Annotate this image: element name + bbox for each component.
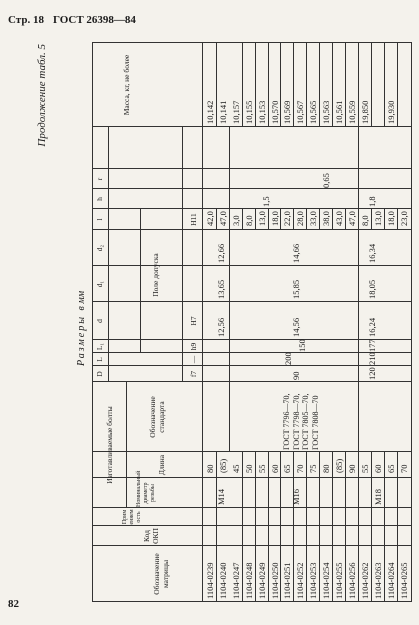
row-l: 42,0 [205, 211, 215, 226]
thread-m18: М18 [373, 488, 383, 505]
g3-D: 120 [367, 367, 377, 380]
row-l: 28,0 [295, 211, 306, 226]
page-header [8, 14, 145, 26]
g3-d: 16,24 [367, 317, 377, 337]
row-rule [332, 452, 333, 602]
row-rule [397, 42, 398, 127]
row-rule [358, 42, 359, 127]
tolerance-rule [140, 209, 141, 353]
tol-L1: h9 [189, 342, 198, 351]
row-mass: 10,142 [205, 100, 215, 124]
row-length: 65 [282, 464, 293, 473]
rotated-table-region [36, 42, 412, 602]
vline [92, 126, 412, 127]
row-length: (85) [334, 458, 344, 473]
vline [92, 208, 412, 209]
g2-L1: 150 [297, 339, 307, 352]
row-designation: 1104-0251 [282, 562, 293, 599]
header-mass: Масса, кг, не более [122, 54, 131, 116]
thread-m14: М14 [216, 488, 226, 505]
group-rule [229, 127, 230, 452]
row-mass: 10,153 [256, 100, 267, 124]
row-designation: 1104-0253 [308, 562, 319, 599]
row-rule [268, 452, 269, 602]
row-designation: 1104-0247 [230, 562, 241, 599]
vline [92, 381, 412, 382]
row-mass: 10,561 [334, 100, 344, 124]
bolt-standards [282, 393, 320, 450]
g2-d: 14,56 [291, 317, 301, 337]
row-l: 33,0 [308, 211, 319, 226]
row-length: 90 [346, 464, 357, 473]
row-rule [216, 209, 217, 230]
group-r1: 0,65 [321, 173, 331, 188]
row-mass: 19,850 [359, 100, 370, 124]
bolts-group-rule [126, 382, 127, 508]
row-rule [268, 42, 269, 127]
header-designation: Обозначение матрицы [152, 553, 170, 595]
sizes-title: Размеры [76, 315, 87, 366]
row-designation: 1104-0264 [385, 562, 396, 599]
vline [92, 168, 412, 169]
row-rule [293, 42, 294, 127]
row-designation: 1104-0265 [398, 562, 409, 599]
vline [92, 507, 412, 508]
row-l: 47,0 [346, 211, 357, 226]
row-rule [384, 452, 385, 602]
continuation-label: Продолжение табл. 5 [36, 44, 48, 147]
row-designation: 1104-0255 [334, 562, 344, 599]
group-h3: 1,8 [367, 196, 377, 207]
row-rule [216, 42, 217, 127]
g2-d1: 15,85 [291, 279, 301, 299]
header-bolts-used: Изготавливаемые болты [105, 406, 114, 484]
dims-letter-rule [108, 127, 109, 382]
vline [92, 339, 412, 340]
bolt-std-3: ГОСТ 7805—70, [301, 393, 310, 450]
header-L1: L₁ [95, 342, 104, 351]
vline [92, 525, 412, 526]
row-rule [306, 452, 307, 602]
header-h: h [95, 197, 104, 201]
vline [92, 365, 412, 366]
g1-d: 12,56 [216, 317, 226, 337]
row-rule [306, 209, 307, 230]
tol-L: — [189, 355, 198, 364]
row-rule [397, 209, 398, 230]
bolt-std-1: ГОСТ 7796—70, [282, 393, 291, 450]
row-designation: 1104-0250 [269, 562, 280, 599]
row-rule [371, 42, 372, 127]
row-rule [319, 42, 320, 127]
row-length: 70 [295, 464, 306, 473]
row-mass: 10,559 [346, 100, 357, 124]
row-rule [319, 209, 320, 230]
row-rule [242, 209, 243, 230]
row-l: 47,0 [217, 211, 228, 226]
row-l: 13,0 [256, 211, 267, 226]
group-rule [358, 127, 359, 452]
bolt-std-2: ГОСТ 7798—70, [291, 393, 301, 450]
row-rule [358, 452, 359, 602]
header-okp: Код ОКП [142, 528, 160, 544]
row-rule [255, 209, 256, 230]
row-length: 80 [205, 464, 215, 473]
row-rule [280, 452, 281, 602]
row-length: 80 [321, 464, 332, 473]
row-rule [242, 452, 243, 602]
sizes-caption [76, 291, 87, 366]
row-l: 38,0 [321, 211, 332, 226]
g1-d1: 13,65 [216, 279, 226, 299]
row-mass: 10,569 [282, 100, 293, 124]
header-length: Длина [157, 454, 166, 476]
g3-d1: 18,05 [367, 279, 377, 299]
header-bolt-std: Обозначение стандарта [148, 396, 166, 438]
bolt-std-4: ГОСТ 7808—70 [310, 395, 320, 450]
row-length: 55 [359, 464, 370, 473]
row-mass: 10,570 [269, 100, 280, 124]
row-l: 23,0 [398, 211, 409, 226]
row-rule [268, 209, 269, 230]
row-designation: 1104-0252 [295, 562, 306, 599]
row-designation: 1104-0240 [217, 562, 228, 599]
row-rule [332, 42, 333, 127]
row-mass: 10,141 [217, 100, 228, 124]
row-mass: 10,563 [321, 100, 332, 124]
row-l: 22,0 [282, 211, 293, 226]
row-length: 55 [256, 464, 267, 473]
row-l: 8,0 [243, 215, 254, 226]
row-rule [345, 209, 346, 230]
dimensions-table [92, 42, 412, 602]
g3-d2: 16,34 [367, 243, 377, 263]
vline [92, 265, 412, 266]
g3-L1: 177 [367, 339, 377, 352]
sizes-unit: в мм [76, 290, 87, 311]
row-rule [384, 209, 385, 230]
g2-L: 200 [283, 352, 293, 365]
row-rule [280, 209, 281, 230]
vline [92, 601, 412, 602]
vline [92, 301, 412, 302]
row-designation: 1104-0248 [243, 562, 254, 599]
row-l: 13,0 [372, 211, 383, 226]
row-length: 70 [398, 464, 409, 473]
row-rule [293, 452, 294, 602]
row-rule [384, 42, 385, 127]
row-l: 43,0 [334, 211, 344, 226]
header-l: l [95, 218, 104, 221]
tol-D: f7 [189, 370, 198, 378]
vline [92, 451, 412, 452]
tol-d: H7 [189, 316, 198, 326]
gost-label: ГОСТ 26398—84 [52, 14, 136, 26]
page-number: 82 [8, 598, 19, 610]
header-d2: d₂ [95, 244, 104, 252]
row-length: 75 [308, 464, 319, 473]
vline [92, 545, 412, 546]
row-length: 50 [243, 464, 254, 473]
page-label: Стр. 18 [8, 14, 44, 26]
row-mass: 10,157 [230, 100, 241, 124]
row-rule [280, 42, 281, 127]
header-nominal-diam: Номинальный диаметр резьбы [136, 470, 156, 507]
g2-D: 90 [291, 371, 301, 380]
row-l: 18,0 [269, 211, 280, 226]
vline [92, 188, 412, 189]
header-r: r [95, 177, 104, 181]
row-mass: 10,565 [308, 100, 319, 124]
row-rule [216, 452, 217, 602]
tol-l: H11 [189, 213, 198, 226]
g2-d2: 14,66 [291, 243, 301, 263]
row-length: 60 [372, 464, 383, 473]
header-d1: d₁ [95, 280, 104, 288]
row-rule [332, 209, 333, 230]
row-rule [319, 452, 320, 602]
row-rule [345, 42, 346, 127]
row-rule [255, 452, 256, 602]
row-rule [242, 42, 243, 127]
row-length: 65 [385, 464, 396, 473]
header-d: d [95, 319, 104, 323]
row-designation: 1104-0256 [346, 562, 357, 599]
g3-L: 210 [367, 352, 377, 365]
g1-d2: 12,66 [216, 243, 226, 263]
row-length: 60 [269, 464, 280, 473]
row-rule [371, 209, 372, 230]
row-rule [345, 452, 346, 602]
header-tolerance: Поле допуска [151, 253, 160, 297]
vline [92, 42, 412, 43]
row-mass: 10,155 [243, 100, 254, 124]
row-designation: 1104-0249 [256, 562, 267, 599]
row-l: 8,0 [359, 215, 370, 226]
row-designation: 1104-0262 [359, 562, 370, 599]
row-designation: 1104-0239 [205, 562, 215, 599]
vline [92, 352, 412, 353]
row-rule [255, 42, 256, 127]
tolerance-value-rule [182, 127, 183, 382]
row-length: 45 [230, 464, 241, 473]
row-designation: 1104-0263 [372, 562, 383, 599]
row-designation: 1104-0254 [321, 562, 332, 599]
row-rule [306, 42, 307, 127]
row-rule [397, 452, 398, 602]
row-mass: 10,567 [295, 100, 306, 124]
group-h1: 1,5 [261, 196, 271, 207]
row-l: 18,0 [385, 211, 396, 226]
row-mass: 19,930 [385, 100, 396, 124]
row-l: 3,0 [230, 215, 241, 226]
header-D: D [95, 371, 104, 377]
header-applicability: Применяемость [122, 509, 142, 525]
header-L: L [95, 357, 104, 362]
row-rule [293, 209, 294, 230]
row-length: (85) [217, 458, 228, 473]
row-rule [371, 452, 372, 602]
thread-m16: М16 [291, 488, 301, 505]
vline [92, 229, 412, 230]
